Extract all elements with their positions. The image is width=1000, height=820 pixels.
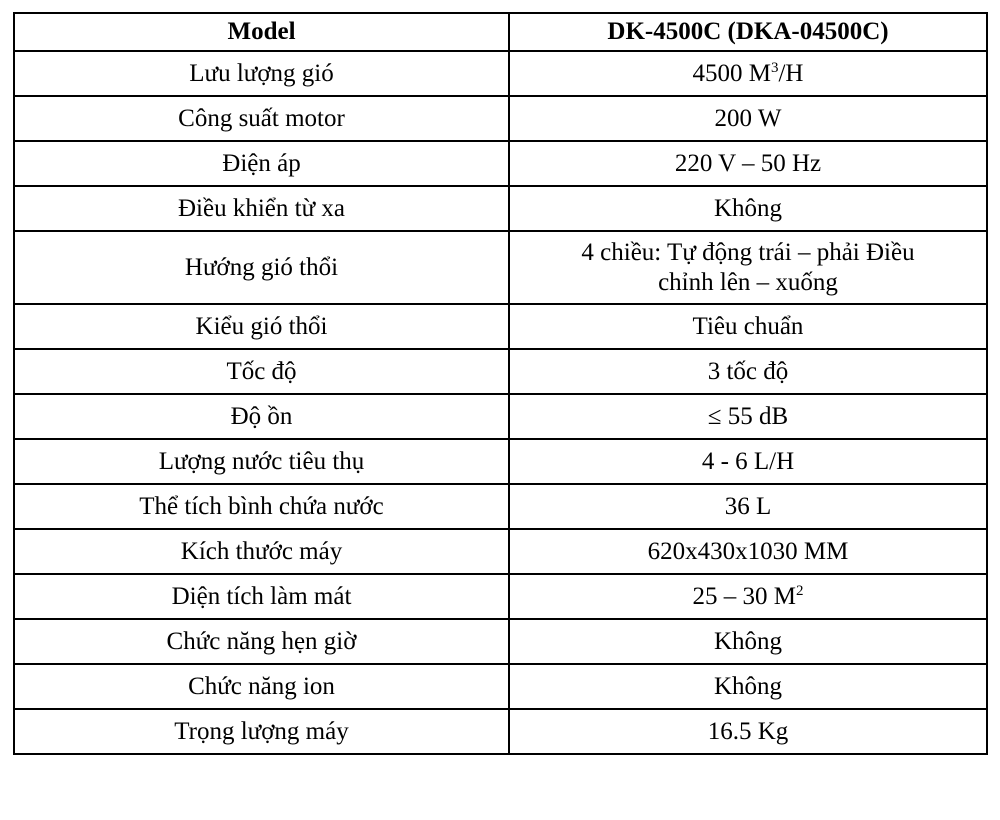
- table-row: [14, 349, 987, 394]
- row-value: 4 - 6 L/H: [509, 439, 987, 484]
- header-label: Model: [14, 13, 509, 51]
- row-value: Không: [509, 186, 987, 231]
- row-label: Thể tích bình chứa nước: [14, 484, 509, 529]
- row-value: 3 tốc độ: [509, 349, 987, 394]
- table-row: [14, 439, 987, 484]
- value-text: 25 – 30 M: [692, 582, 796, 610]
- row-label: Độ ồn: [14, 394, 509, 439]
- table-row: [14, 394, 987, 439]
- row-value: 620x430x1030 MM: [509, 529, 987, 574]
- row-label: Chức năng ion: [14, 664, 509, 709]
- table-row: [14, 141, 987, 186]
- table-row: [14, 51, 987, 96]
- row-value: [509, 574, 987, 619]
- row-label: Lưu lượng gió: [14, 51, 509, 96]
- value-line-1: 4 chiều: Tự động trái – phải Điều: [581, 238, 915, 266]
- table-row: [14, 529, 987, 574]
- superscript: 3: [770, 59, 779, 76]
- row-label: Điều khiển từ xa: [14, 186, 509, 231]
- row-label: Điện áp: [14, 141, 509, 186]
- row-label: Kiểu gió thổi: [14, 304, 509, 349]
- row-value: Tiêu chuẩn: [509, 304, 987, 349]
- row-label: Hướng gió thổi: [14, 231, 509, 304]
- row-value: Không: [509, 619, 987, 664]
- table-row: [14, 664, 987, 709]
- row-value: 36 L: [509, 484, 987, 529]
- row-value: 200 W: [509, 96, 987, 141]
- table-row: [14, 484, 987, 529]
- table-row: [14, 231, 987, 304]
- value-line-2: chỉnh lên – xuống: [658, 268, 838, 296]
- row-label: Công suất motor: [14, 96, 509, 141]
- superscript: 2: [795, 582, 804, 599]
- row-value: 220 V – 50 Hz: [509, 141, 987, 186]
- row-label: Diện tích làm mát: [14, 574, 509, 619]
- row-label: Lượng nước tiêu thụ: [14, 439, 509, 484]
- table-row: [14, 96, 987, 141]
- row-value: 16.5 Kg: [509, 709, 987, 754]
- row-label: Kích thước máy: [14, 529, 509, 574]
- row-label: Tốc độ: [14, 349, 509, 394]
- row-value: [509, 231, 987, 304]
- row-label: Trọng lượng máy: [14, 709, 509, 754]
- value-suffix: /H: [778, 59, 804, 87]
- table-row: [14, 619, 987, 664]
- table-row: [14, 304, 987, 349]
- header-model-value: DK-4500C (DKA-04500C): [509, 13, 987, 51]
- row-value: ≤ 55 dB: [509, 394, 987, 439]
- value-text: 4500 M: [692, 59, 771, 87]
- table-row: [14, 186, 987, 231]
- row-label: Chức năng hẹn giờ: [14, 619, 509, 664]
- row-value: Không: [509, 664, 987, 709]
- table-header-row: [14, 13, 987, 51]
- spec-table: [13, 12, 988, 755]
- row-value: [509, 51, 987, 96]
- table-row: [14, 709, 987, 754]
- table-row: [14, 574, 987, 619]
